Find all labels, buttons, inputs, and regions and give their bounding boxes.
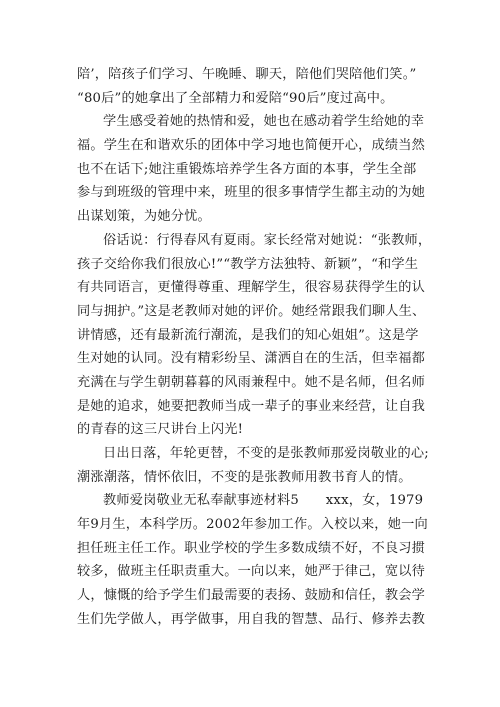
text-line: 也不在话下;她注重锻炼培养学生各方面的本事，学生全部 xyxy=(77,161,417,177)
text-line: 是她的追求，她要把教师当成一辈子的事业来经营，让自我 xyxy=(77,398,426,414)
text-line: 同与拥护。”这是老教师对她的评价。她经常跟我们聊人生、 xyxy=(77,303,426,319)
text-line: 生对她的认同。没有精彩纷呈、潇洒自在的生活，但幸福都 xyxy=(77,351,426,367)
text-line: 担任班主任工作。职业学校的学生多数成绩不好，不良习掼 xyxy=(77,540,426,556)
text-line: 潮涨潮落，情怀依旧，不变的是张教师用教书育人的情。 xyxy=(77,469,412,485)
text-line: 有共同语言，更懂得尊重、理解学生，很容易获得学生的认 xyxy=(77,280,426,296)
text-line: 充满在与学生朝朝暮暮的风雨兼程中。她不是名师，但名师 xyxy=(77,374,426,390)
text-line: 日出日落，年轮更替，不变的是张教师那爱岗敬业的心; xyxy=(103,446,429,461)
text-line: 的青春的这三尺讲台上闪光! xyxy=(77,422,244,438)
text-line: 参与到班级的管理中来，班里的很多事情学生都主动的为她 xyxy=(77,185,426,201)
text-line: 生们先学做人，再学做事，用自我的智慧、品行、修养去教 xyxy=(77,611,426,627)
text-line: 孩子交给你我们很放心!”“教学方法独特、新颖”，“和学生 xyxy=(77,256,419,272)
text-line: 学生感受着她的热情和爱，她也在感动着学生给她的幸 xyxy=(103,114,425,130)
text-line: 年9月生，本科学历。2002年参加工作。入校以来，她一向 xyxy=(77,517,428,533)
text-line: 较多，做班主任职责重大。一向以来，她严于律己，宽以待 xyxy=(77,564,426,580)
text-line: 出谋划策，为她分忧。 xyxy=(77,209,211,225)
text-line: 陪’，陪孩子们学习、午晚睡、聊天，陪他们哭陪他们笑。” xyxy=(77,67,417,82)
text-line: 福。学生在和谐欢乐的团体中学习地也简便开心，成绩当然 xyxy=(77,138,426,154)
document-body-text xyxy=(77,63,437,632)
text-line: “80后”的她拿出了全部精力和爱陪“90后”度过高中。 xyxy=(77,90,394,106)
text-line: 人，慷慨的给予学生们最需要的表扬、鼓励和信任，教会学 xyxy=(77,588,426,604)
text-line: 俗话说：行得春风有夏雨。家长经常对她说：“张教师， xyxy=(103,232,432,248)
text-line: 讲情感，还有最新流行潮流，是我们的知心姐姐”。这是学 xyxy=(77,327,419,343)
text-line: 教师爱岗敬业无私奉献事迹材料5 xxx，女，1979 xyxy=(103,493,424,509)
